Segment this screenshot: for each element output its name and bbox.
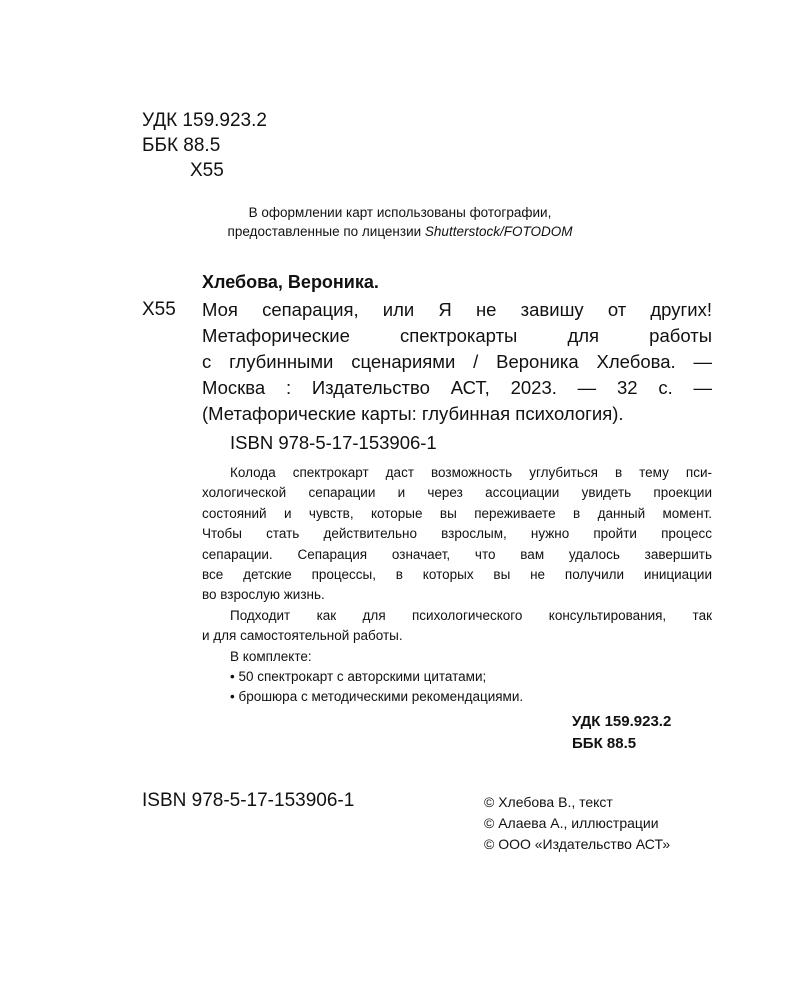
udk-code: УДК 159.923.2 xyxy=(142,110,267,131)
bbk-code: ББК 88.5 xyxy=(142,135,221,156)
copyright-block xyxy=(484,792,670,855)
photo-credit-line-1: В оформлении карт использованы фотографии, xyxy=(248,205,552,220)
bib-line-5: (Метафорические карты: глубинная психология). xyxy=(202,403,624,424)
bibliographic-description xyxy=(202,297,712,427)
annotation-line: Подходит как для психологического консультирования, так xyxy=(230,607,712,623)
copyright-line: © ООО «Издательство АСТ» xyxy=(484,836,671,852)
annotation-line: хологической сепарации и через ассоциации увидеть проекции xyxy=(202,485,712,501)
annotation-line: В комплекте: xyxy=(230,648,312,664)
footer-bbk: ББК 88.5 xyxy=(572,735,637,752)
bib-line-1: Моя сепарация, или Я не завишу от других! xyxy=(202,299,712,320)
isbn-record: ISBN 978-5-17-153906-1 xyxy=(230,432,437,453)
annotation-line: и для самостоятельной работы. xyxy=(202,628,403,644)
copyright-line: © Хлебова В., текст xyxy=(484,794,613,810)
annotation-line: все детские процессы, в которых вы не получили инициации xyxy=(202,566,712,582)
annotation xyxy=(202,463,712,708)
annotation-line: Чтобы стать действительно взрослым, нужно пройти процесс xyxy=(202,526,712,542)
author-mark: Х55 xyxy=(142,299,176,320)
annotation-bullet: • 50 спектрокарт с авторскими цитатами; xyxy=(230,668,487,684)
classification-codes xyxy=(142,108,267,183)
annotation-bullet: • брошюра с методическими рекомендациями. xyxy=(230,689,524,705)
annotation-line: состояний и чувств, которые вы переживаете в данный момент. xyxy=(202,505,712,521)
photo-credit-line-2 xyxy=(0,222,800,241)
copyright-line: © Алаева А., иллюстрации xyxy=(484,815,659,831)
footer-udk: УДК 159.923.2 xyxy=(572,713,672,730)
author-heading: Хлебова, Вероника. xyxy=(202,272,379,292)
author-mark-top: Х55 xyxy=(190,160,224,181)
bib-line-3: с глубинными сценариями / Вероника Хлебова. — xyxy=(202,351,712,372)
bib-line-4: Москва : Издательство АСТ, 2023. — 32 с. — xyxy=(202,377,712,398)
photo-credit-prefix: предоставленные по лицензии xyxy=(227,224,425,239)
bib-line-2: Метафорические спектрокарты для работы xyxy=(202,325,712,346)
footer-classification xyxy=(572,711,671,755)
photo-credit xyxy=(0,203,800,241)
annotation-line: во взрослую жизнь. xyxy=(202,587,325,603)
annotation-line: Колода спектрокарт даст возможность углубиться в тему пси- xyxy=(230,465,712,480)
annotation-line: сепарации. Сепарация означает, что вам удалось завершить xyxy=(202,546,712,562)
footer-isbn: ISBN 978-5-17-153906-1 xyxy=(142,790,355,811)
photo-credit-source: Shutterstock/FOTODOM xyxy=(424,224,573,239)
